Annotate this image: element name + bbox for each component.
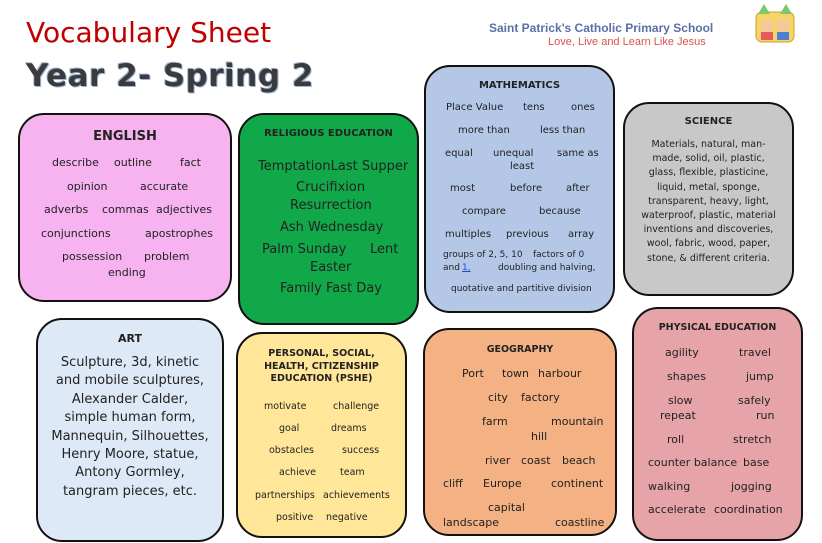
geography-word: farm bbox=[482, 415, 508, 428]
maths-word: Place Value bbox=[446, 102, 504, 113]
art-title: ART bbox=[118, 332, 142, 345]
maths-word-link[interactable]: 1, bbox=[462, 263, 471, 273]
english-word: fact bbox=[180, 156, 201, 169]
pe-word: accelerate bbox=[648, 503, 706, 516]
geography-word: hill bbox=[531, 430, 548, 443]
geography-word: coastline bbox=[555, 516, 605, 529]
english-word: conjunctions bbox=[41, 227, 111, 240]
geography-word: beach bbox=[562, 454, 596, 467]
science-title: SCIENCE bbox=[684, 116, 733, 127]
pe-title: PHYSICAL EDUCATION bbox=[658, 322, 777, 333]
english-word: problem bbox=[144, 250, 190, 263]
page-subtitle: Year 2- Spring 2 bbox=[26, 58, 314, 94]
english-word: accurate bbox=[140, 180, 189, 193]
science-line: transparent, heavy, light, bbox=[648, 195, 769, 207]
maths-word: doubling and halving, bbox=[498, 263, 596, 273]
english-title: ENGLISH bbox=[93, 129, 157, 144]
maths-word: compare bbox=[462, 206, 506, 217]
pe-word: stretch bbox=[733, 433, 772, 446]
pshe-title-line: EDUCATION (PSHE) bbox=[270, 373, 373, 384]
pe-word: jump bbox=[746, 370, 774, 383]
maths-word: more than bbox=[458, 125, 510, 136]
pe-word: jogging bbox=[731, 480, 772, 493]
science-box bbox=[623, 102, 794, 296]
maths-word: least bbox=[510, 161, 535, 172]
pshe-word: positive bbox=[276, 512, 314, 523]
pshe-word: dreams bbox=[331, 423, 367, 434]
maths-word: less than bbox=[540, 125, 586, 136]
re-word: Easter bbox=[310, 260, 352, 275]
religious-education-box bbox=[238, 113, 419, 325]
pe-word: slow bbox=[668, 394, 693, 407]
english-word: adjectives bbox=[156, 203, 212, 216]
art-line: Alexander Calder, bbox=[71, 391, 189, 407]
school-logo bbox=[752, 2, 798, 46]
english-word: describe bbox=[52, 156, 99, 169]
science-line: glass, flexible, plasticine, bbox=[648, 167, 769, 179]
pshe-word: success bbox=[342, 445, 380, 456]
geography-word: Europe bbox=[483, 477, 522, 490]
pe-word: roll bbox=[667, 433, 685, 446]
geography-title: GEOGRAPHY bbox=[486, 344, 554, 355]
english-word: apostrophes bbox=[145, 227, 213, 240]
art-box bbox=[36, 318, 224, 542]
art-text bbox=[40, 354, 220, 501]
maths-word: before bbox=[510, 183, 543, 194]
pe-word: safely bbox=[738, 394, 771, 407]
maths-word: factors of 0 bbox=[533, 250, 585, 260]
pshe-word: partnerships bbox=[255, 490, 315, 501]
english-box bbox=[18, 113, 232, 302]
re-word: TemptationLast Supper bbox=[258, 159, 409, 174]
pe-word: counter balance bbox=[648, 456, 738, 469]
geography-word: factory bbox=[521, 391, 560, 404]
science-line: Materials, natural, man- bbox=[651, 139, 766, 150]
art-line: Mannequin, Silhouettes, bbox=[51, 428, 209, 444]
geography-word: harbour bbox=[538, 367, 582, 380]
geography-word: cliff bbox=[443, 477, 463, 490]
art-line: Henry Moore, statue, bbox=[61, 447, 199, 463]
geography-box bbox=[423, 328, 617, 536]
re-word: Palm Sunday bbox=[262, 242, 347, 257]
pshe-word: negative bbox=[326, 512, 368, 523]
pshe-title-line: HEALTH, CITIZENSHIP bbox=[264, 360, 379, 372]
pe-word: base bbox=[743, 456, 770, 469]
english-word: outline bbox=[114, 156, 152, 169]
geography-word: capital bbox=[488, 501, 525, 514]
pe-word: repeat bbox=[660, 409, 696, 422]
pshe-word: goal bbox=[279, 423, 300, 434]
pe-word: shapes bbox=[667, 370, 706, 383]
geography-word: continent bbox=[551, 477, 604, 490]
maths-title: MATHEMATICS bbox=[478, 80, 561, 91]
pshe-word: achieve bbox=[279, 467, 317, 478]
geography-word: river bbox=[485, 454, 511, 467]
art-line: tangram pieces, etc. bbox=[62, 483, 198, 499]
school-name: Saint Patrick's Catholic Primary School bbox=[489, 21, 714, 35]
pe-word: coordination bbox=[714, 503, 783, 516]
pe-word: agility bbox=[665, 346, 699, 359]
pe-word: travel bbox=[739, 346, 771, 359]
maths-word: unequal bbox=[493, 148, 534, 159]
maths-word: array bbox=[568, 229, 595, 240]
pe-word: walking bbox=[648, 480, 691, 493]
geography-word: coast bbox=[521, 454, 551, 467]
geography-word: city bbox=[488, 391, 508, 404]
maths-word: after bbox=[566, 183, 590, 194]
pshe-word: motivate bbox=[264, 401, 307, 412]
pshe-word: achievements bbox=[323, 490, 390, 501]
maths-word: ones bbox=[571, 102, 595, 113]
maths-word: quotative and partitive division bbox=[451, 284, 592, 294]
pshe-title bbox=[238, 348, 405, 386]
geography-word: Port bbox=[462, 367, 484, 380]
maths-word: tens bbox=[523, 102, 545, 113]
science-line: liquid, metal, sponge, bbox=[656, 181, 761, 193]
science-line: inventions and discoveries, bbox=[643, 224, 774, 236]
pshe-title-line: PERSONAL, SOCIAL, bbox=[268, 348, 375, 359]
maths-word: equal bbox=[445, 148, 473, 159]
english-word: possession bbox=[62, 250, 123, 263]
school-motto: Love, Live and Learn Like Jesus bbox=[548, 36, 706, 48]
page-title: Vocabulary Sheet bbox=[26, 16, 272, 49]
mathematics-box bbox=[424, 65, 615, 313]
science-line: stone, & different criteria. bbox=[647, 252, 770, 264]
science-line: made, solid, oil, plastic, bbox=[652, 153, 765, 165]
maths-word: most bbox=[450, 183, 475, 194]
pshe-box bbox=[236, 332, 407, 538]
geography-word: town bbox=[502, 367, 530, 380]
geography-word: mountain bbox=[551, 415, 604, 428]
art-line: simple human form, bbox=[64, 410, 196, 426]
science-line: waterproof, plastic, material bbox=[641, 210, 776, 222]
physical-education-box bbox=[632, 307, 803, 541]
re-title: RELIGIOUS EDUCATION bbox=[264, 128, 393, 139]
art-line: Antony Gormley, bbox=[75, 465, 185, 481]
maths-word: previous bbox=[506, 229, 549, 240]
english-word: adverbs bbox=[44, 203, 89, 216]
pshe-word: obstacles bbox=[269, 445, 314, 456]
english-word: commas bbox=[102, 203, 149, 216]
geography-word: landscape bbox=[443, 516, 500, 529]
science-text bbox=[627, 138, 790, 266]
pshe-word: challenge bbox=[333, 401, 380, 412]
re-word: Resurrection bbox=[290, 198, 372, 213]
art-line: Sculpture, 3d, kinetic bbox=[60, 355, 200, 370]
pe-word: run bbox=[756, 409, 775, 422]
re-word: Ash Wednesday bbox=[280, 220, 384, 235]
pshe-word: team bbox=[340, 467, 365, 478]
art-line: and mobile sculptures, bbox=[55, 373, 205, 389]
english-word: ending bbox=[108, 266, 146, 279]
maths-word: groups of 2, 5, 10 bbox=[443, 250, 523, 260]
maths-word: same as bbox=[557, 148, 599, 159]
re-word: Lent bbox=[370, 242, 399, 257]
maths-word: and bbox=[443, 263, 460, 273]
re-word: Crucifixion bbox=[296, 180, 366, 195]
english-word: opinion bbox=[67, 180, 108, 193]
science-line: wool, fabric, wood, paper, bbox=[646, 238, 771, 250]
re-word: Family Fast Day bbox=[280, 281, 382, 296]
maths-word: multiples bbox=[445, 229, 492, 240]
maths-word: because bbox=[539, 206, 581, 217]
